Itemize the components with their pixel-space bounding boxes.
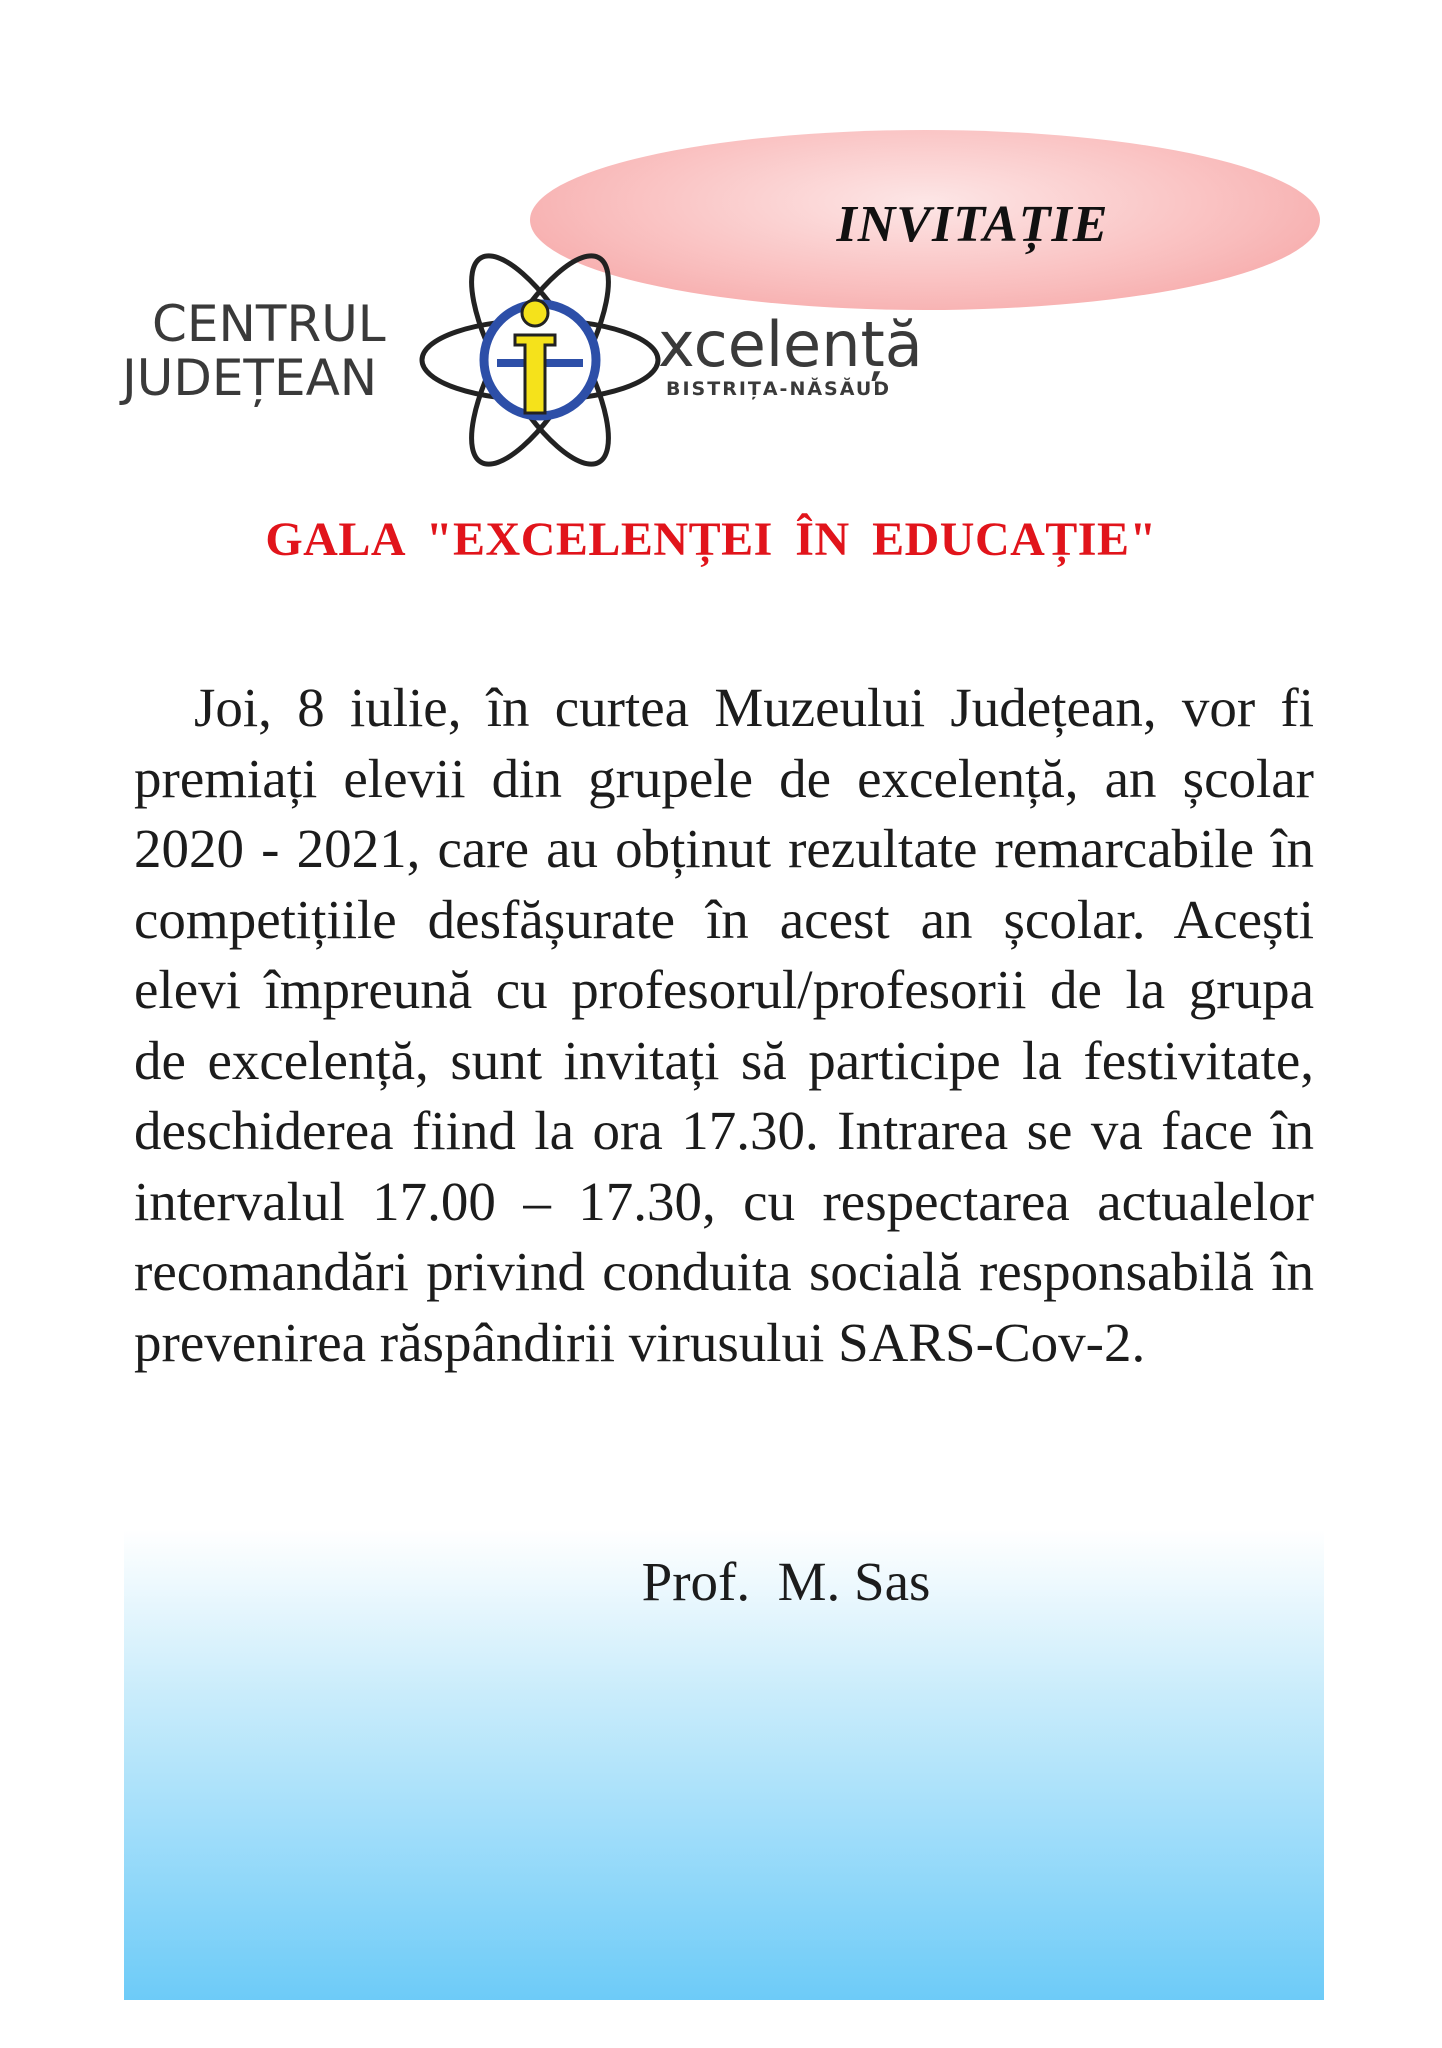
gala-title: GALA "EXCELENȚEI ÎN EDUCAȚIE"	[265, 513, 1157, 566]
logo-text-left	[122, 297, 386, 405]
logo-brand-excelenta: xcelență	[658, 308, 923, 381]
logo-region: BISTRIȚA-NĂSĂUD	[666, 378, 892, 400]
atom-logo-icon	[415, 245, 665, 475]
logo-line-judetean: JUDEȚEAN	[122, 349, 378, 407]
logo-text-right	[658, 308, 923, 400]
invitation-label: INVITAȚIE	[836, 196, 1109, 253]
logo-line-centrul: CENTRUL	[152, 295, 386, 353]
invitation-body: Joi, 8 iulie, în curtea Muzeului Județean, vor fi premiați elevii din grupele de excelență, an școlar 2020 - 2021, care au obținut rezultate remarcabile în competițiile desfășurate în acest an școlar. Acești elevi împreună cu profesorul/profesorii de la grupa de excelență, sunt invitați să participe la festivitate, deschiderea fiind la ora 17.30. Intrarea se va face în intervalul 17.00 – 17.30, cu respectarea actualelor recomandări privind conduita socială responsabilă în prevenirea răspândirii virusului SARS-Cov-2.	[134, 677, 1314, 1373]
signature: Prof. M. Sas	[641, 1551, 931, 1612]
